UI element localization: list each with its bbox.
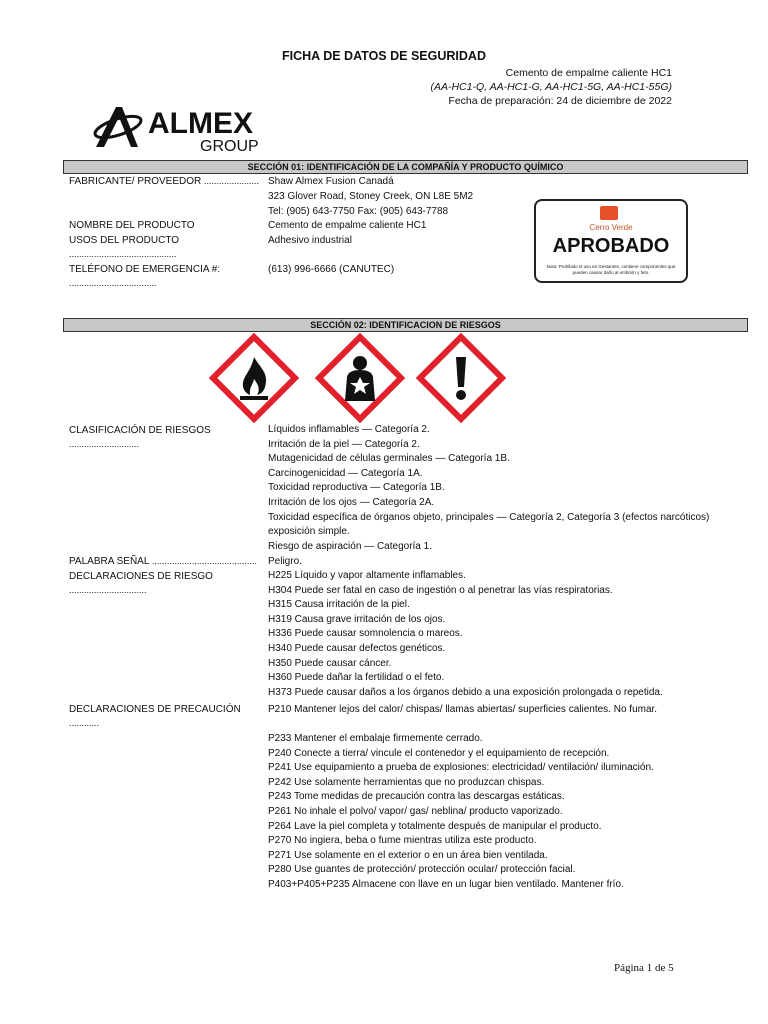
flame-icon — [209, 333, 299, 423]
manufacturer-name: Shaw Almex Fusion Canadá — [268, 176, 394, 187]
hazard-list — [268, 570, 663, 701]
list-item: H373 Puede causar daños a los órganos debido a una exposición prolongada o repetida. — [268, 686, 663, 698]
logo-name: ALMEX — [148, 107, 253, 140]
product-name: Cemento de empalme caliente HC1 — [268, 220, 427, 231]
list-item: H319 Causa grave irritación de los ojos. — [268, 613, 446, 625]
list-item: Líquidos inflamables — Categoría 2. — [268, 424, 430, 435]
logo-sub: GROUP — [200, 138, 258, 153]
list-item: Toxicidad específica de órganos objeto, principales — Categoría 2, Categoría 3 (efectos narcóticos) — [268, 511, 710, 523]
list-item: P240 Conecte a tierra/ vincule el contenedor y el equipamiento de recepción. — [268, 747, 610, 759]
list-item: P271 Use solamente en el exterior o en un área bien ventilada. — [268, 849, 548, 861]
emergency-dots: ................................... — [69, 278, 157, 288]
badge-status: APROBADO — [552, 235, 670, 257]
signal-label: PALABRA SEÑAL .......................................... — [69, 556, 257, 567]
almex-logo — [88, 103, 258, 153]
section2-bar: SECCIÓN 02: IDENTIFICACION DE RIESGOS — [63, 318, 748, 332]
signal-value: Peligro. — [268, 556, 302, 567]
emergency-phone: (613) 996-6666 (CANUTEC) — [268, 264, 395, 275]
list-item: H315 Causa irritación de la piel. — [268, 599, 410, 611]
health-hazard-icon — [315, 333, 405, 423]
precaution-dots: ............ — [69, 718, 100, 728]
hazard-dots: ............................... — [69, 585, 147, 595]
exclamation-icon — [416, 333, 506, 423]
list-item: Riesgo de aspiración — Categoría 1. — [268, 540, 432, 552]
list-item: Irritación de la piel — Categoría 2. — [268, 438, 420, 450]
manufacturer-address: 323 Glover Road, Stoney Creek, ON L8E 5M2 — [268, 191, 474, 202]
precaution-list — [268, 733, 654, 894]
badge-brand: Cerro Verde — [589, 223, 633, 232]
cerro-verde-logo-icon — [600, 206, 618, 220]
uses-dots: ........................................... — [69, 249, 177, 259]
list-item: P243 Tome medidas de precaución contra las descargas estáticas. — [268, 791, 565, 803]
list-item: P280 Use guantes de protección/ protección ocular/ protección facial. — [268, 864, 576, 876]
precaution-label: DECLARACIONES DE PRECAUCIÓN — [69, 704, 241, 715]
uses-value: Adhesivo industrial — [268, 235, 352, 246]
list-item: P261 No inhale el polvo/ vapor/ gas/ neblina/ producto vaporizado. — [268, 805, 563, 817]
list-item: Toxicidad reproductiva — Categoría 1B. — [268, 482, 445, 494]
list-item: P270 No ingiera, beba o fume mientras utiliza este producto. — [268, 835, 537, 847]
product-name-label: NOMBRE DEL PRODUCTO — [69, 220, 195, 231]
hazard-label: DECLARACIONES DE RIESGO — [69, 571, 213, 582]
list-item: H350 Puede causar cáncer. — [268, 657, 392, 669]
badge-note: Nota: Prohibido el uso en Gestantes, contiene componentes que pueden causar daño al embrión y feto. — [546, 264, 676, 275]
page-number: Página 1 de 5 — [614, 962, 674, 974]
list-item: P233 Mantener el embalaje firmemente cerrado. — [268, 733, 483, 744]
list-item: P403+P405+P235 Almacene con llave en un lugar bien ventilado. Mantener frío. — [268, 878, 624, 890]
manufacturer-label: FABRICANTE/ PROVEEDOR ...................... — [69, 176, 260, 187]
preparation-date: Fecha de preparación: 24 de diciembre de 2022 — [448, 95, 672, 107]
classification-label: CLASIFICACIÓN DE RIESGOS — [69, 425, 211, 436]
classification-dots: ............................ — [69, 439, 140, 449]
product-line: Cemento de empalme caliente HC1 — [505, 67, 672, 79]
approved-badge — [534, 199, 688, 283]
list-item: H304 Puede ser fatal en caso de ingestión o al penetrar las vías respiratorias. — [268, 584, 613, 596]
list-item: P241 Use equipamiento a prueba de explosiones: electricidad/ ventilación/ iluminación. — [268, 762, 654, 774]
list-item: H360 Puede dañar la fertilidad o el feto. — [268, 672, 445, 684]
manufacturer-phone: Tel: (905) 643-7750 Fax: (905) 643-7788 — [268, 206, 449, 217]
list-item: P264 Lave la piel completa y totalmente después de manipular el producto. — [268, 820, 602, 832]
product-codes: (AA-HC1-Q, AA-HC1-G, AA-HC1-5G, AA-HC1-55G) — [430, 81, 672, 93]
list-item: Irritación de los ojos — Categoría 2A. — [268, 496, 435, 508]
precaution-first: P210 Mantener lejos del calor/ chispas/ llamas abiertas/ superficies calientes. No fumar. — [268, 704, 658, 715]
list-item: P242 Use solamente herramientas que no produzcan chispas. — [268, 776, 545, 788]
list-item: Mutagenicidad de células germinales — Categoría 1B. — [268, 453, 510, 465]
list-item: H225 Líquido y vapor altamente inflamables. — [268, 570, 466, 581]
uses-label: USOS DEL PRODUCTO — [69, 235, 180, 246]
list-item: H336 Puede causar somnolencia o mareos. — [268, 628, 463, 640]
list-item: exposición simple. — [268, 526, 350, 538]
document-title: FICHA DE DATOS DE SEGURIDAD — [282, 49, 486, 63]
classification-list — [268, 424, 709, 555]
list-item: Carcinogenicidad — Categoría 1A. — [268, 467, 423, 479]
emergency-label: TELÉFONO DE EMERGENCIA #: — [69, 264, 221, 275]
list-item: H340 Puede causar defectos genéticos. — [268, 642, 446, 654]
section1-bar: SECCIÓN 01: IDENTIFICACIÓN DE LA COMPAÑÍA Y PRODUCTO QUÍMICO — [63, 160, 748, 174]
